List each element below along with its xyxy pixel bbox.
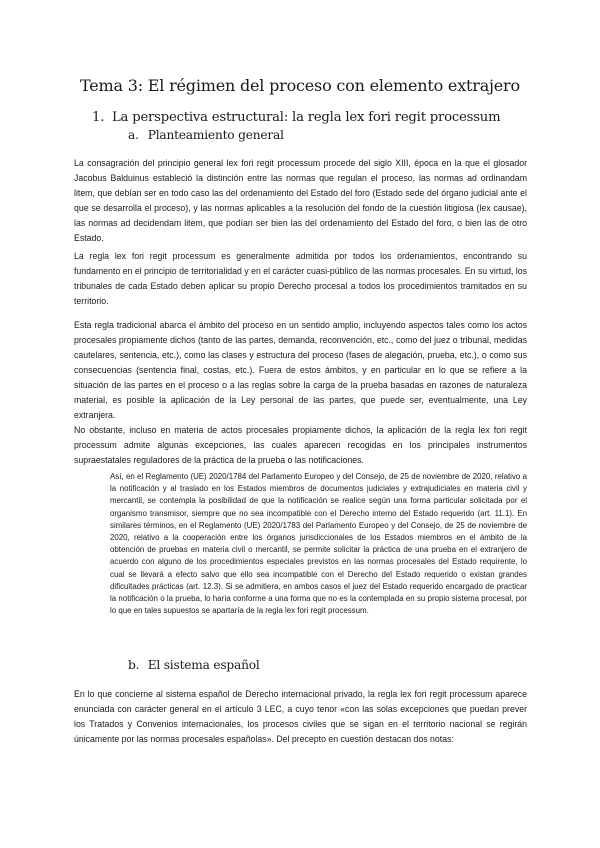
subsection-b-letter: b. bbox=[128, 658, 140, 672]
section-1-heading-text: La perspectiva estructural: la regla lex fori regit processum bbox=[112, 110, 501, 125]
paragraph: La regla lex fori regit processum es generalmente admitida por todos los ordenamientos, encontrando su fundamento en el principio de territorialidad y en el carácter cuasi-público de las normas procesales. En su virtud, los tribunales de cada Estado deben aplicar su propio Derecho procesal a todos los procedimientos tramitados en su territorio. bbox=[74, 251, 527, 307]
paragraph: No obstante, incluso en materia de actos procesales propiamente dichos, la aplicación de la regla lex fori regit processum admite algunas excepciones, las cuales aparecen recogidas en los principales instrumentos supraestatales reguladores de la práctica de la prueba o las notificaciones. bbox=[74, 425, 527, 466]
subsection-a-heading bbox=[128, 128, 284, 142]
block-quote: Así, en el Reglamento (UE) 2020/1784 del Parlamento Europeo y del Consejo, de 25 de noviembre de 2020, relativo a la notificación y al traslado en los Estados miembros de documentos judiciales y extrajudiciales en materia civil y mercantil, se contempla la posibilidad de que la notificación se realice según una forma particular solicitada por el organismo transmisor, siempre que no sea incompatible con el Derecho interno del Estado requerido (art. 11.1). En similares términos, en el Reglamento (UE) 2020/1783 del Parlamento Europeo y del Consejo, de 25 de noviembre de 2020, relativo a la cooperación entre los órganos jurisdiccionales de los Estados miembros en el ámbito de la obtención de pruebas en materia civil o mercantil, se permite solicitar la práctica de una prueba en el extranjero de acuerdo con alguno de los procedimientos especiales previstos en las normas procesales del Estado requirente, lo cual se llevará a efecto salvo que ello sea incompatible con el Derecho del Estado requerido o existan grandes dificultades prácticas (art. 12.3). Si se admitiera, en ambos casos el juez del Estado requerido encargado de practicar la notificación o la prueba, lo haría conforme a una forma que no es la contemplada en su propio sistema procesal, por lo que en tales supuestos se apartaría de la regla lex fori regit processum. bbox=[110, 472, 527, 616]
paragraph: Esta regla tradicional abarca el ámbito del proceso en un sentido amplio, incluyendo aspectos tales como los actos procesales propiamente dichos (tanto de las partes, demanda, reconvención, etc., como del juez o tribunal, medidas cautelares, sentencia, etc.), como las clases y estructura del proceso (fases de alegación, prueba, etc.), o como sus consecuencias (sentencia final, costas, etc.). Fuera de estos ámbitos, y en particular en lo que se refiere a la situación de las partes en el proceso o a las reglas sobre la carga de la prueba basadas en razones de naturaleza material, es posible la aplicación de la Ley personal de las partes, que puede ser, eventualmente, una Ley extranjera. bbox=[74, 320, 527, 421]
section-1-heading bbox=[92, 110, 500, 125]
page-title: Tema 3: El régimen del proceso con elemento extrajero bbox=[80, 76, 520, 95]
subsection-b-heading-text: El sistema español bbox=[147, 658, 260, 672]
subsection-b-heading bbox=[128, 658, 260, 672]
subsection-a-heading-text: Planteamiento general bbox=[147, 128, 284, 142]
subsection-a-letter: a. bbox=[128, 128, 139, 142]
paragraph: En lo que concierne al sistema español de Derecho internacional privado, la regla lex fori regit processum aparece enunciada con carácter general en el artículo 3 LEC, a cuyo tenor «con las solas excepciones que puedan prever los Tratados y Convenios internacionales, los procesos civiles que se sigan en el territorio nacional se regirán únicamente por las normas procesales españolas». Del precepto en cuestión destacan dos notas: bbox=[74, 689, 527, 745]
section-1-number: 1. bbox=[92, 110, 105, 125]
paragraph: La consagración del principio general lex fori regit processum procede del siglo XIII, época en la que el glosador Jacobus Balduinus estableció la distinción entre las normas que regulan el proceso, las normas ad ordinandam litem, que debían ser en todo caso las del ordenamiento del Estado del foro (Estado sede del órgano judicial ante el que se desarrolla el proceso), y las normas aplicables a la resolución del fondo de la cuestión litigiosa (lex causae), las normas ad decidendam litem, que podían ser bien las del ordenamiento del Estado del foro, o bien las de otro Estado. bbox=[74, 158, 527, 244]
